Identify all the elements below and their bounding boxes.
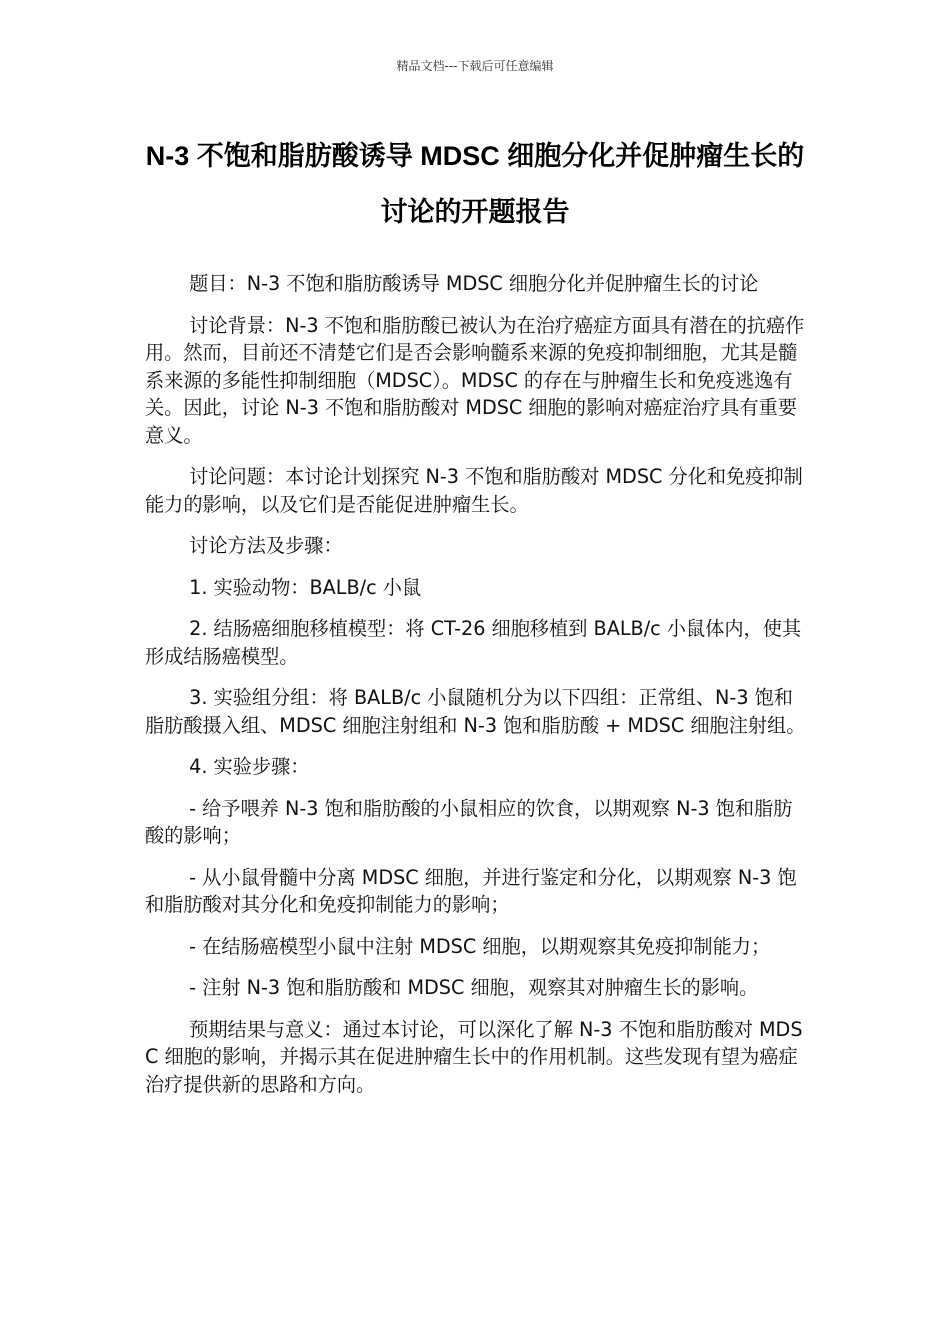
paragraph-question: 讨论问题：本讨论计划探究 N-3 不饱和脂肪酸对 MDSC 分化和免疫抑制能力的影响，以及它们是否能促进肿瘤生长。 (145, 465, 803, 516)
paragraph-substep-3: - 在结肠癌模型小鼠中注射 MDSC 细胞，以期观察其免疫抑制能力； (189, 934, 771, 958)
paragraph-background: 讨论背景：N-3 不饱和脂肪酸已被认为在治疗癌症方面具有潜在的抗癌作用。然而，目前还不清楚它们是否会影响髓系来源的免疫抑制细胞，尤其是髓系来源的多能性抑制细胞（MDSC）。MDSC 的存在与肿瘤生长和免疫逃逸有关。因此，讨论 N-3 不饱和脂肪酸对 MDSC 细胞的影响对癌症治疗具有重要意义。 (145, 313, 805, 447)
paragraph-step-3: 3. 实验组分组：将 BALB/c 小鼠随机分为以下四组：正常组、N-3 饱和脂肪酸摄入组、MDSC 细胞注射组和 N-3 饱和脂肪酸 + MDSC 细胞注射组。 (145, 686, 806, 737)
paragraph-expected-results: 预期结果与意义：通过本讨论，可以深化了解 N-3 不饱和脂肪酸对 MDSC 细胞的影响，并揭示其在促进肿瘤生长中的作用机制。这些发现有望为癌症治疗提供新的思路和方向。 (145, 1017, 803, 1096)
page-header-note: 精品文档---下载后可任意编辑 (396, 59, 554, 73)
paragraph-step-1: 1. 实验动物：BALB/c 小鼠 (189, 575, 422, 599)
paragraph-topic: 题目：N-3 不饱和脂肪酸诱导 MDSC 细胞分化并促肿瘤生长的讨论 (189, 272, 759, 295)
document-body (145, 270, 810, 1112)
paragraph-substep-2: - 从小鼠骨髓中分离 MDSC 细胞，并进行鉴定和分化，以期观察 N-3 饱和脂肪酸对其分化和免疫抑制能力的影响； (145, 865, 797, 916)
document-title: N-3 不饱和脂肪酸诱导 MDSC 细胞分化并促肿瘤生长的讨论的开题报告 (145, 141, 805, 227)
paragraph-substep-4: - 注射 N-3 饱和脂肪酸和 MDSC 细胞，观察其对肿瘤生长的影响。 (189, 976, 759, 999)
paragraph-methods-heading: 讨论方法及步骤： (189, 534, 343, 557)
paragraph-step-4: 4. 实验步骤： (189, 755, 310, 778)
paragraph-step-2: 2. 结肠癌细胞移植模型：将 CT-26 细胞移植到 BALB/c 小鼠体内，使其形成结肠癌模型。 (145, 617, 802, 668)
paragraph-substep-1: - 给予喂养 N-3 饱和脂肪酸的小鼠相应的饮食，以期观察 N-3 饱和脂肪酸的影响； (145, 796, 793, 847)
